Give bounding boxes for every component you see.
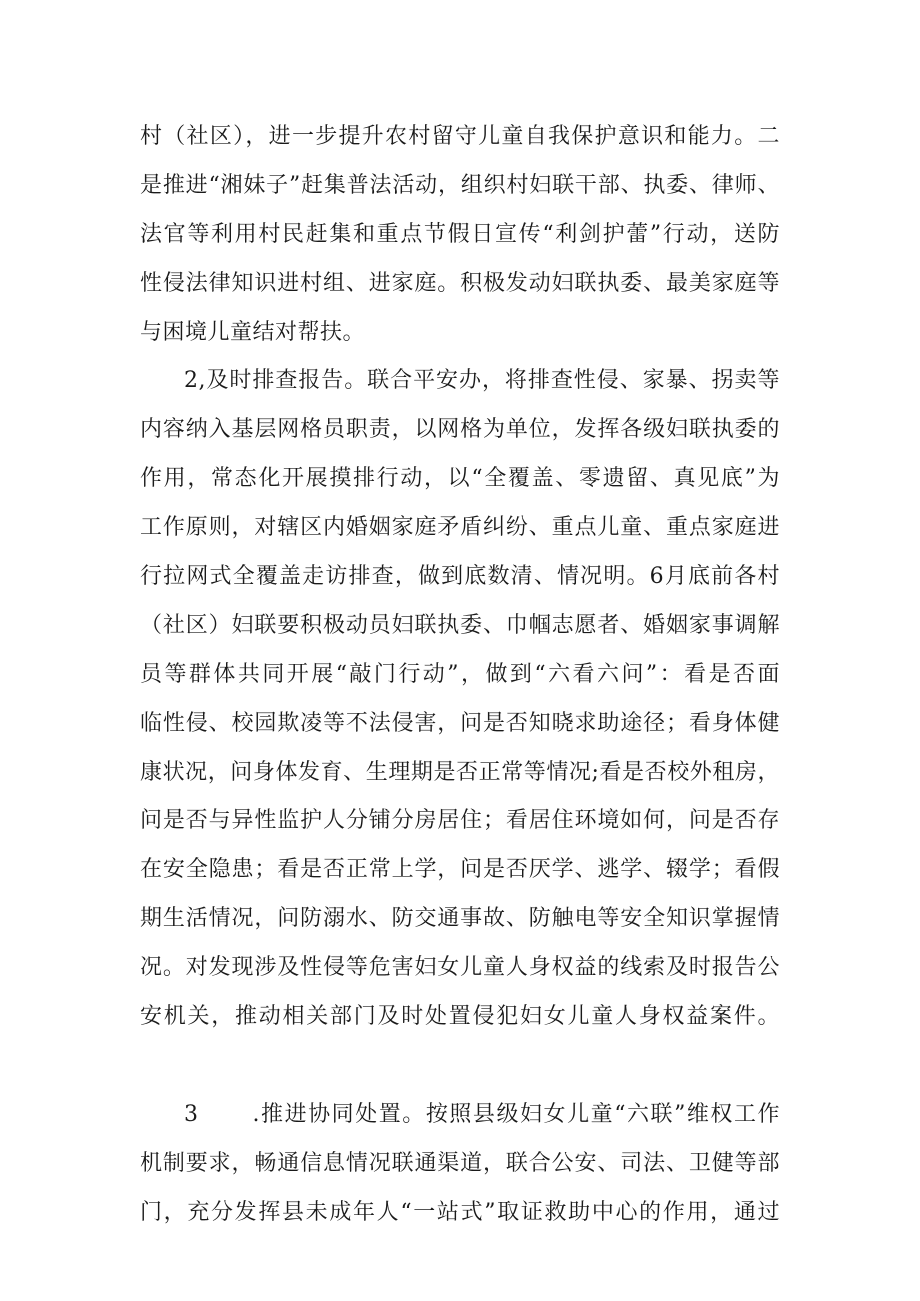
paragraph-first-line: .推进协同处置。按照县级妇女儿童“六联”维权工作 [252,1101,780,1127]
text-line: 内容纳入基层网格员职责，以网格为单位，发挥各级妇联执委的 [140,417,780,443]
text-line: 村（社区），进一步提升农村留守儿童自我保护意识和能力。二 [140,124,780,149]
text-line: 问是否与异性监护人分铺分房居住；看居住环境如何，问是否存 [140,808,780,834]
text-line: 员等群体共同开展“敲门行动”，做到“六看六问”：看是否面 [140,661,780,687]
text-line: 安机关，推动相关部门及时处置侵犯妇女儿童人身权益案件。 [140,1004,780,1030]
text-line: 作用，常态化开展摸排行动，以“全覆盖、零遗留、真见底”为 [140,466,780,492]
paragraph-2-investigation-report [140,357,780,1090]
paragraph-3-coordinated-handling [140,1091,780,1238]
text-line: 门，充分发挥县未成年人“一站式”取证救助中心的作用，通过 [140,1199,780,1225]
text-line: 机制要求，畅通信息情况联通渠道，联合公安、司法、卫健等部 [140,1150,780,1176]
text-line: 与困境儿童结对帮扶。 [140,319,366,345]
text-line: 康状况，问身体发育、生理期是否正常等情况;看是否校外租房， [140,759,780,785]
text-line: 法官等利用村民赶集和重点节假日宣传“利剑护蕾”行动，送防 [140,221,780,247]
text-line: 是推进“湘妹子”赶集普法活动，组织村妇联干部、执委、律师、 [140,172,780,198]
text-line: 期生活情况，问防溺水、防交通事故、防触电等安全知识掌握情 [140,906,780,932]
paragraph-number: 3 [184,1101,199,1127]
text-line: 工作原则，对辖区内婚姻家庭矛盾纠纷、重点儿童、重点家庭进 [140,515,780,541]
text-line: 临性侵、校园欺凌等不法侵害，问是否知晓求助途径；看身体健 [140,710,780,736]
text-line: 性侵法律知识进村组、进家庭。积极发动妇联执委、最美家庭等 [140,270,780,296]
text-line: 况。对发现涉及性侵等危害妇女儿童人身权益的线索及时报告公 [140,955,780,981]
paragraph-continued [140,113,780,357]
text-line [140,1091,780,1140]
text-line: （社区）妇联要积极动员妇联执委、巾帼志愿者、婚姻家事调解 [140,612,780,638]
text-line: 行拉网式全覆盖走访排查，做到底数清、情况明。6月底前各村 [140,564,780,590]
text-line: 在安全隐患；看是否正常上学，问是否厌学、逃学、辍学；看假 [140,857,780,883]
text-line [140,1042,780,1091]
document-body [140,113,780,1237]
text-line: 2,及时排查报告。联合平安办，将排查性侵、家暴、拐卖等 [184,368,780,394]
